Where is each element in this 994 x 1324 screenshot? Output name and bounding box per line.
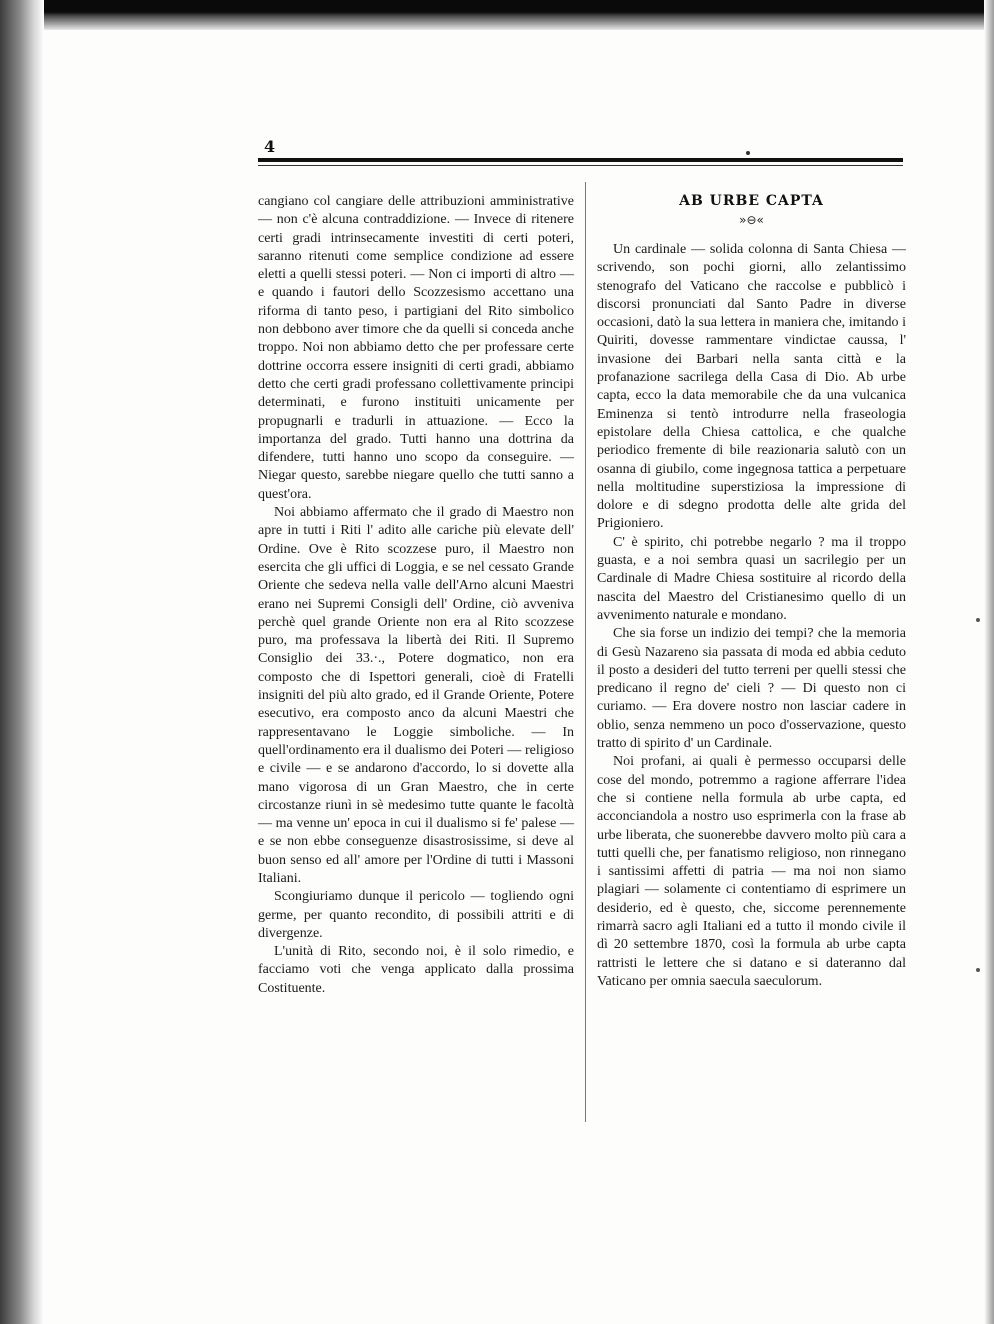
right-paragraph-1: Un cardinale — solida colonna di Santa Chiesa — scrivendo, son pochi giorni, allo zelantissimo stenografo del Vaticano che raccolse e pubblicò i discorsi pronunciati dal Santo Padre in diverse occasioni, datò la sua lettera in maniera che, imitando i Quiriti, dovesse rammentare vindictae caussa, l' invasione dei Barbari nella santa città e la profanazione sacrilega della Casa di Dio. Ab urbe capta, ecco la data memorabile che da una vulcanica Eminenza si tentò introdurre nella fraseologia epistolare della Chiesa cattolica, e che qualche periodico fremente di bile reazionaria salutò con un osanna di giubilo, come ingegnosa tattica a perpetuare nella moltitudine superstiziosa la impressione di dolore e di sdegno prodotta delle alte grida del Prigioniero. [597,242,906,532]
right-column [597,241,906,991]
right-paragraph-2: C' è spirito, chi potrebbe negarlo ? ma il troppo guasta, e a noi sembra quasi un sacrilegio per un Cardinale di Madre Chiesa sostituire al ricordo della nascita del Maestro del Cristianesimo quello di un avvenimento naturale e mondano. [597,534,906,623]
page-number: 4 [264,137,276,156]
scan-frame-left [0,0,44,1324]
right-paragraph-3: Che sia forse un indizio dei tempi? che la memoria di Gesù Nazareno sia passata di moda ed abbia ceduto il posto a desideri del tutto terreni per quelli stessi che predicano il regno de' cieli ? — Di questo non ci curiamo. — Era dovere nostro non lasciar cadere in oblio, senza nemmeno un poco d'osservazione, questo tratto di spirito d' un Cardinale. [597,626,906,752]
article-title: AB URBE CAPTA [679,193,824,209]
left-paragraph-1: cangiano col cangiare delle attribuzioni amministrative — non c'è alcuna contraddizione. — Invece di ritenere certi gradi intrinsecamente investiti di certi poteri, saranno ritenuti come semplice condizione ad essere eletti a quelli stessi poteri. — Non ci importi di altro — e quando i fautori dello Scozzesismo accettano una riforma di tanto peso, i partigiani del Rito simbolico non debbono aver timore che da quelli si conceda anche troppo. Noi non abbiamo detto che per professare certe dottrine occorra essere insigniti di certi gradi, abbiamo detto che certi gradi professano collettivamente principi determinati, e furono instituiti unicamente per propugnarli e tradurli in attuazione. — Ecco la importanza del grado. Tutti hanno una dottrina da difendere, tutti hanno uno scopo da conseguire. — Niegar questo, sarebbe niegare quello che tutti sanno a quest'ora. [258,194,574,502]
left-paragraph-3: Scongiuriamo dunque il pericolo — togliendo ogni germe, per quanto recondito, di possibili attriti e di divergenze. [258,889,574,941]
scan-speck [976,968,980,972]
scan-frame-right [984,0,994,1324]
left-column [258,193,574,998]
left-paragraph-4: L'unità di Rito, secondo noi, è il solo rimedio, e facciamo voti che venga applicato dalla prossima Costituente. [258,944,574,996]
header-rule-thick [258,158,903,162]
scan-speck [976,618,980,622]
header-dot [746,151,750,155]
header-rule-thin [258,165,903,166]
left-paragraph-2: Noi abbiamo affermato che il grado di Maestro non apre in tutti i Riti l' adito alle cariche più elevate dell' Ordine. Ove è Rito scozzese puro, il Maestro non esercita che gli uffici di Loggia, e se nel cessato Grande Oriente che sedeva nella valle dell'Arno alcuni Maestri erano nei Supremi Consigli dell' Ordine, ciò avveniva perchè quel grande Oriente non era al Rito scozzese puro, ma professava la libertà dei Riti. Il Supremo Consiglio dei 33.·., Potere dogmatico, non era composto che di Ispettori generali, cioè di Fratelli insigniti del più alto grado, ed il Grande Oriente, Potere esecutivo, era composto anco da alcuni Maestri che rappresentavano le Loggie simboliche. — In quell'ordinamento era il dualismo dei Poteri — religioso e civile — e se andarono d'accordo, lo si dovette alla mano vigorosa di un Gran Maestro, che in certe circostanze riunì in sè medesimo tutte quante le facoltà — ma venne un' epoca in cui il dualismo si fe' palese — e se non ebbe conseguenze disastrosissime, si deve al buon senso ed all' amore per l'Ordine di tutti i Massoni Italiani. [258,505,574,886]
right-paragraph-4: Noi profani, ai quali è permesso occuparsi delle cose del mondo, potremmo a ragione afferrare l'idea che si contiene nella formula ab urbe capta, ed acconciandola a nostro uso esprimerla con la frase ab urbe liberata, che suonerebbe davvero molto più cara a tutti quelli che, per fanatismo religioso, non rinnegano i santissimi affetti di patria — ma noi non siamo plagiari — solamente ci contentiamo di esprimere un desiderio, ed è questo, che, siccome perennemente rimarrà sacro agli Italiani ed a tutto il mondo civile il dì 20 settembre 1870, così la formula ab urbe capta rattristi le lettere che si datano e si dateranno dal Vaticano per omnia saecula saeculorum. [597,754,906,989]
title-ornament: »⊖« [739,213,764,227]
column-divider [585,182,586,1122]
